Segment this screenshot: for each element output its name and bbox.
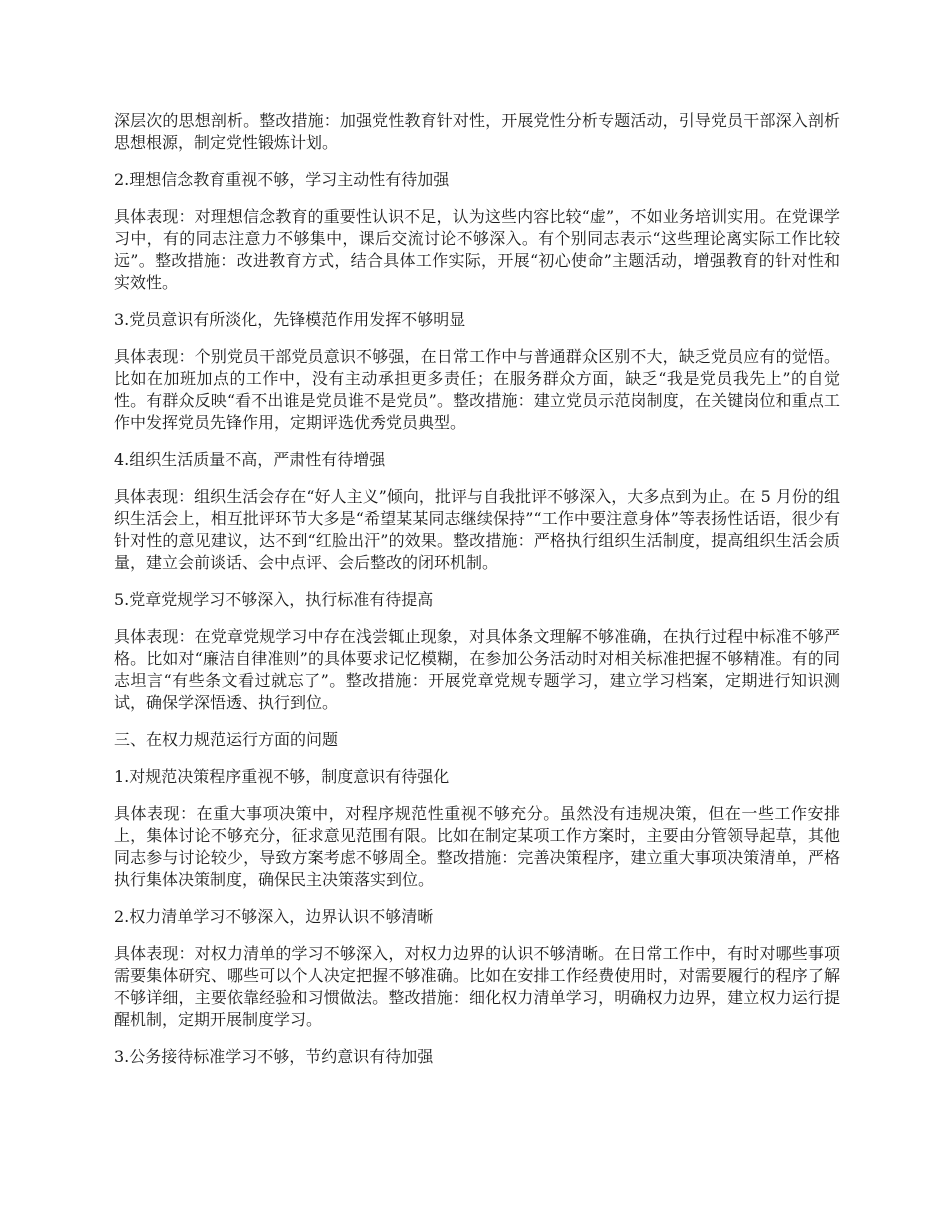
paragraph: 具体表现：对理想信念教育的重要性认识不足，认为这些内容比较“虚”，不如业务培训实用。在党课学习中，有的同志注意力不够集中，课后交流讨论不够深入。有个别同志表示“这些理论离实际工作比较远”。整改措施：改进教育方式，结合具体工作实际，开展“初心使命”主题活动，增强教育的针对性和实效性。 [114, 207, 840, 292]
section-heading: 3.党员意识有所淡化，先锋模范作用发挥不够明显 [114, 310, 466, 329]
section-heading: 4.组织生活质量不高，严肃性有待增强 [114, 450, 386, 469]
document-page [114, 110, 840, 1083]
paragraph: 具体表现：组织生活会存在“好人主义”倾向，批评与自我批评不够深入，大多点到为止。在 5 月份的组织生活会上，相互批评环节大多是“希望某某同志继续保持”“工作中要注意身体”等表扬性话语，很少有针对性的意见建议，达不到“红脸出汗”的效果。整改措施：严格执行组织生活制度，提高组织生活会质量，建立会前谈话、会中点评、会后整改的闭环机制。 [114, 487, 840, 572]
paragraph: 深层次的思想剖析。整改措施：加强党性教育针对性，开展党性分析专题活动，引导党员干部深入剖析思想根源，制定党性锻炼计划。 [114, 111, 840, 152]
section-heading: 3.公务接待标准学习不够，节约意识有待加强 [114, 1047, 434, 1066]
section-heading: 2.权力清单学习不够深入，边界认识不够清晰 [114, 907, 434, 926]
chapter-heading: 三、在权力规范运行方面的问题 [114, 730, 339, 749]
paragraph: 具体表现：个别党员干部党员意识不够强，在日常工作中与普通群众区别不大，缺乏党员应有的觉悟。比如在加班加点的工作中，没有主动承担更多责任；在服务群众方面，缺乏“我是党员我先上”的自觉性。有群众反映“看不出谁是党员谁不是党员”。整改措施：建立党员示范岗制度，在关键岗位和重点工作中发挥党员先锋作用，定期评选优秀党员典型。 [114, 347, 840, 432]
section-heading: 5.党章党规学习不够深入，执行标准有待提高 [114, 590, 434, 609]
paragraph: 具体表现：对权力清单的学习不够深入，对权力边界的认识不够清晰。在日常工作中，有时对哪些事项需要集体研究、哪些可以个人决定把握不够准确。比如在安排工作经费使用时，对需要履行的程序了解不够详细，主要依靠经验和习惯做法。整改措施：细化权力清单学习，明确权力边界，建立权力运行提醒机制，定期开展制度学习。 [114, 944, 840, 1029]
paragraph: 具体表现：在重大事项决策中，对程序规范性重视不够充分。虽然没有违规决策，但在一些工作安排上，集体讨论不够充分，征求意见范围有限。比如在制定某项工作方案时，主要由分管领导起草，其他同志参与讨论较少，导致方案考虑不够周全。整改措施：完善决策程序，建立重大事项决策清单，严格执行集体决策制度，确保民主决策落实到位。 [114, 804, 840, 889]
section-heading: 2.理想信念教育重视不够，学习主动性有待加强 [114, 170, 450, 189]
section-heading: 1.对规范决策程序重视不够，制度意识有待强化 [114, 767, 450, 786]
paragraph: 具体表现：在党章党规学习中存在浅尝辄止现象，对具体条文理解不够准确，在执行过程中标准不够严格。比如对“廉洁自律准则”的具体要求记忆模糊，在参加公务活动时对相关标准把握不够精准。有的同志坦言“有些条文看过就忘了”。整改措施：开展党章党规专题学习，建立学习档案，定期进行知识测试，确保学深悟透、执行到位。 [114, 627, 840, 712]
